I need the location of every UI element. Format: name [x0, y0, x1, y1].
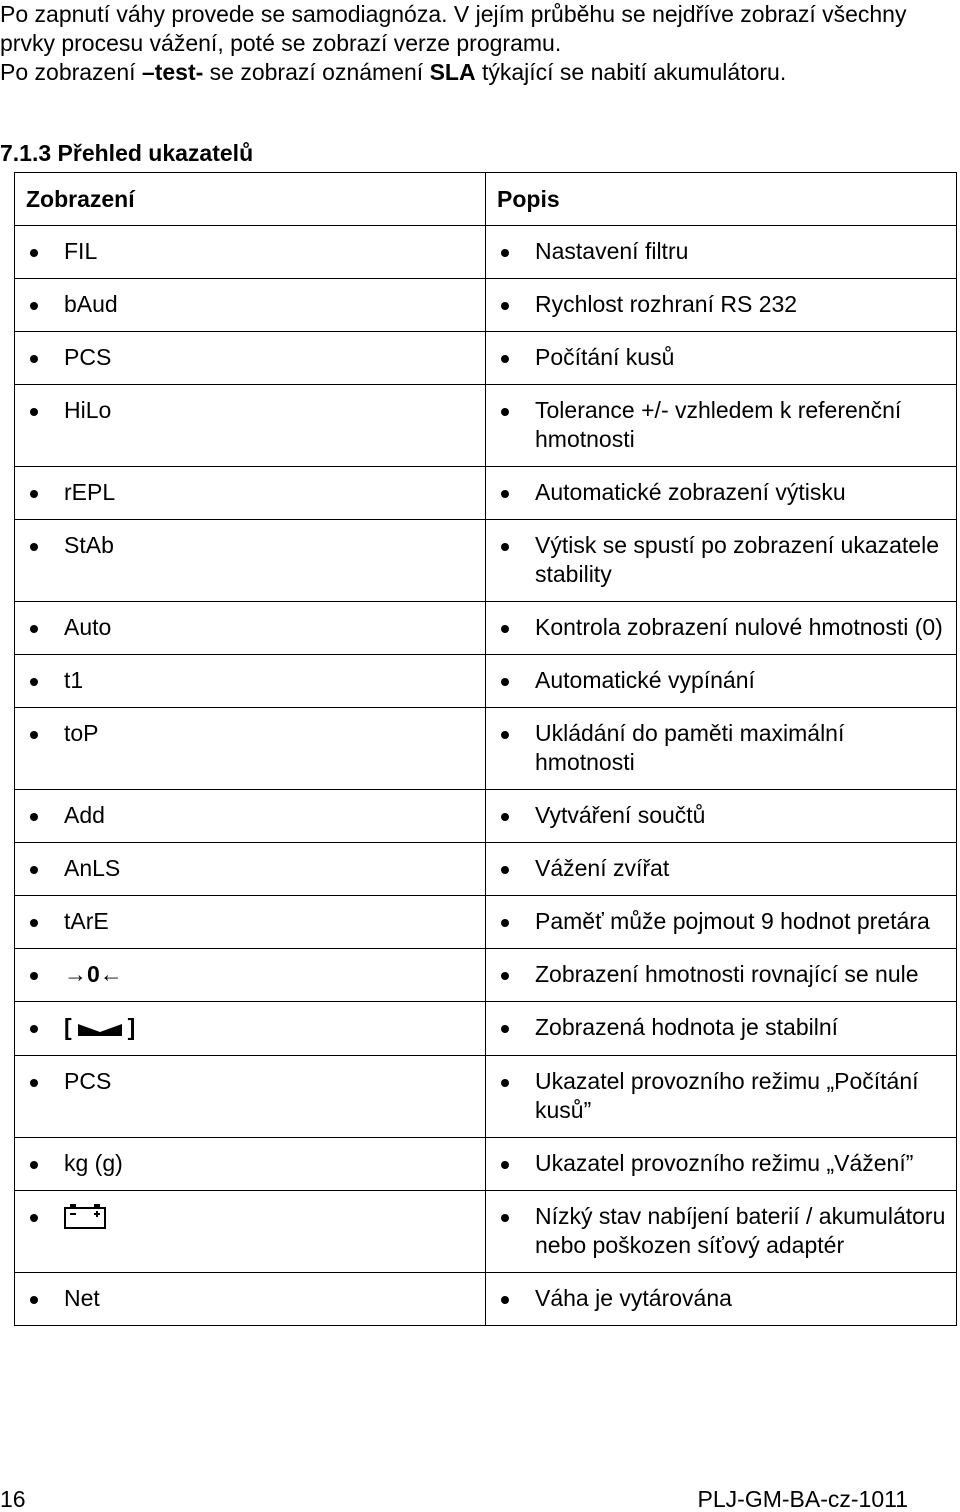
intro-line-2-pre: Po zobrazení	[0, 59, 142, 85]
bullet-icon	[501, 972, 509, 980]
bullet-icon	[30, 302, 38, 310]
description-cell	[486, 1002, 957, 1056]
display-cell	[15, 790, 486, 843]
table-row	[15, 1191, 957, 1273]
description-cell	[486, 332, 957, 385]
display-code: t1	[64, 667, 84, 693]
bullet-icon	[30, 1025, 38, 1033]
bullet-icon	[30, 543, 38, 551]
bullet-icon	[30, 355, 38, 363]
table-row	[15, 520, 957, 602]
display-code: kg (g)	[64, 1150, 123, 1177]
display-code: StAb	[64, 532, 114, 558]
display-cell	[15, 385, 486, 467]
display-code: toP	[64, 720, 99, 746]
display-cell	[15, 467, 486, 520]
display-cell	[15, 1273, 486, 1326]
bullet-icon	[501, 866, 509, 874]
battery-icon	[64, 1202, 106, 1237]
bullet-icon	[30, 249, 38, 257]
display-cell	[15, 843, 486, 896]
bullet-icon	[30, 813, 38, 821]
display-code: →0←	[64, 961, 123, 987]
description-text: Automatické zobrazení výtisku	[535, 479, 846, 505]
bullet-icon	[501, 355, 509, 363]
description-text: Nastavení filtru	[535, 238, 689, 264]
description-cell	[486, 896, 957, 949]
table-row	[15, 708, 957, 790]
bullet-icon	[501, 678, 509, 686]
table-row	[15, 226, 957, 279]
description-cell	[486, 708, 957, 790]
description-cell	[486, 226, 957, 279]
bullet-icon	[501, 1296, 509, 1304]
description-cell	[486, 520, 957, 602]
display-cell	[15, 332, 486, 385]
table-row	[15, 896, 957, 949]
table-row	[15, 602, 957, 655]
display-cell	[15, 1191, 486, 1273]
display-code: PCS	[64, 344, 112, 370]
display-cell	[15, 520, 486, 602]
description-text: Ukazatel provozního režimu „Počítání kusů”	[535, 1068, 919, 1124]
display-cell	[15, 1138, 486, 1191]
display-cell	[15, 896, 486, 949]
intro-sla-label: SLA	[429, 59, 476, 85]
display-cell	[15, 655, 486, 708]
description-text: Počítání kusů	[535, 344, 675, 370]
display-code: rEPL	[64, 479, 116, 505]
table-row	[15, 1002, 957, 1056]
intro-line-1: Po zapnutí váhy provede se samodiagnóza. V jejím průběhu se nejdříve zobrazí všechny prvky procesu vážení, poté se zobrazí verze programu.	[0, 1, 907, 56]
description-cell	[486, 467, 957, 520]
document-code: PLJ-GM-BA-cz-1011	[697, 1486, 908, 1512]
stable-indicator: [ ]	[64, 1014, 135, 1040]
bullet-icon	[501, 543, 509, 551]
bullet-icon	[501, 1214, 509, 1222]
description-text: Vážení zvířat	[535, 855, 670, 881]
description-text: Vytváření součtů	[535, 802, 706, 828]
bullet-icon	[30, 866, 38, 874]
table-row	[15, 1056, 957, 1138]
display-cell	[15, 1002, 486, 1056]
description-cell	[486, 602, 957, 655]
section-heading: 7.1.3 Přehled ukazatelů	[0, 140, 254, 166]
bullet-icon	[501, 490, 509, 498]
table-row	[15, 332, 957, 385]
description-text: Zobrazení hmotnosti rovnající se nule	[535, 961, 919, 987]
bullet-icon	[30, 625, 38, 633]
description-cell	[486, 279, 957, 332]
bullet-icon	[30, 731, 38, 739]
display-code: AnLS	[64, 855, 121, 881]
intro-line-2-post: týkající se nabití akumulátoru.	[475, 59, 787, 85]
description-text: Výtisk se spustí po zobrazení ukazatele stability	[535, 532, 939, 587]
indicator-table	[14, 172, 957, 1326]
display-cell	[15, 279, 486, 332]
bullet-icon	[501, 1025, 509, 1033]
bullet-icon	[30, 1079, 38, 1087]
intro-line-2	[0, 58, 958, 87]
display-code: Net	[64, 1285, 100, 1312]
table-row	[15, 843, 957, 896]
display-code: HiLo	[64, 397, 112, 423]
description-cell	[486, 385, 957, 467]
display-cell	[15, 949, 486, 1002]
display-code: bAud	[64, 291, 118, 317]
stable-icon	[78, 1014, 122, 1043]
bullet-icon	[30, 972, 38, 980]
table-row	[15, 790, 957, 843]
bullet-icon	[30, 1161, 38, 1169]
description-cell	[486, 843, 957, 896]
bullet-icon	[501, 1161, 509, 1169]
description-text: Ukládání do paměti maximální hmotnosti	[535, 720, 845, 775]
display-code: tArE	[64, 908, 109, 934]
description-text: Ukazatel provozního režimu „Vážení”	[535, 1150, 914, 1177]
table-header-row	[15, 173, 957, 226]
table-row	[15, 385, 957, 467]
bullet-icon	[501, 731, 509, 739]
display-code: Auto	[64, 614, 112, 640]
description-text: Nízký stav nabíjení baterií / akumulátoru nebo poškozen síťový adaptér	[535, 1203, 946, 1259]
intro-text	[0, 0, 958, 87]
table-row	[15, 655, 957, 708]
description-cell	[486, 1191, 957, 1273]
description-text: Paměť může pojmout 9 hodnot pretára	[535, 908, 930, 934]
description-cell	[486, 949, 957, 1002]
column-header-description: Popis	[486, 173, 957, 226]
description-text: Zobrazená hodnota je stabilní	[535, 1014, 839, 1040]
bullet-icon	[30, 490, 38, 498]
description-cell	[486, 1138, 957, 1191]
intro-line-2-mid: se zobrazí oznámení	[203, 59, 430, 85]
table-row	[15, 949, 957, 1002]
bullet-icon	[30, 1214, 38, 1222]
bullet-icon	[30, 1296, 38, 1304]
display-code: PCS	[64, 1068, 112, 1095]
description-text: Automatické vypínání	[535, 667, 755, 693]
description-cell	[486, 1056, 957, 1138]
display-cell	[15, 602, 486, 655]
bullet-icon	[30, 678, 38, 686]
bullet-icon	[501, 249, 509, 257]
table-row	[15, 467, 957, 520]
display-code: Add	[64, 802, 105, 828]
bullet-icon	[501, 302, 509, 310]
bullet-icon	[501, 1079, 509, 1087]
table-row	[15, 279, 957, 332]
bullet-icon	[30, 919, 38, 927]
description-cell	[486, 790, 957, 843]
description-text: Váha je vytárována	[535, 1285, 732, 1312]
bullet-icon	[501, 408, 509, 416]
display-cell	[15, 1056, 486, 1138]
bullet-icon	[30, 408, 38, 416]
description-cell	[486, 655, 957, 708]
table-row	[15, 1138, 957, 1191]
column-header-display: Zobrazení	[15, 173, 486, 226]
description-text: Kontrola zobrazení nulové hmotnosti (0)	[535, 614, 943, 640]
table-row	[15, 1273, 957, 1326]
display-cell	[15, 226, 486, 279]
description-text: Tolerance +/- vzhledem k referenční hmotnosti	[535, 397, 902, 452]
display-cell	[15, 708, 486, 790]
bullet-icon	[501, 625, 509, 633]
description-text: Rychlost rozhraní RS 232	[535, 291, 798, 317]
intro-test-label: –test-	[141, 59, 204, 85]
page-number: 16	[0, 1486, 26, 1512]
display-code: FIL	[64, 238, 98, 264]
description-cell	[486, 1273, 957, 1326]
bullet-icon	[501, 919, 509, 927]
bullet-icon	[501, 813, 509, 821]
